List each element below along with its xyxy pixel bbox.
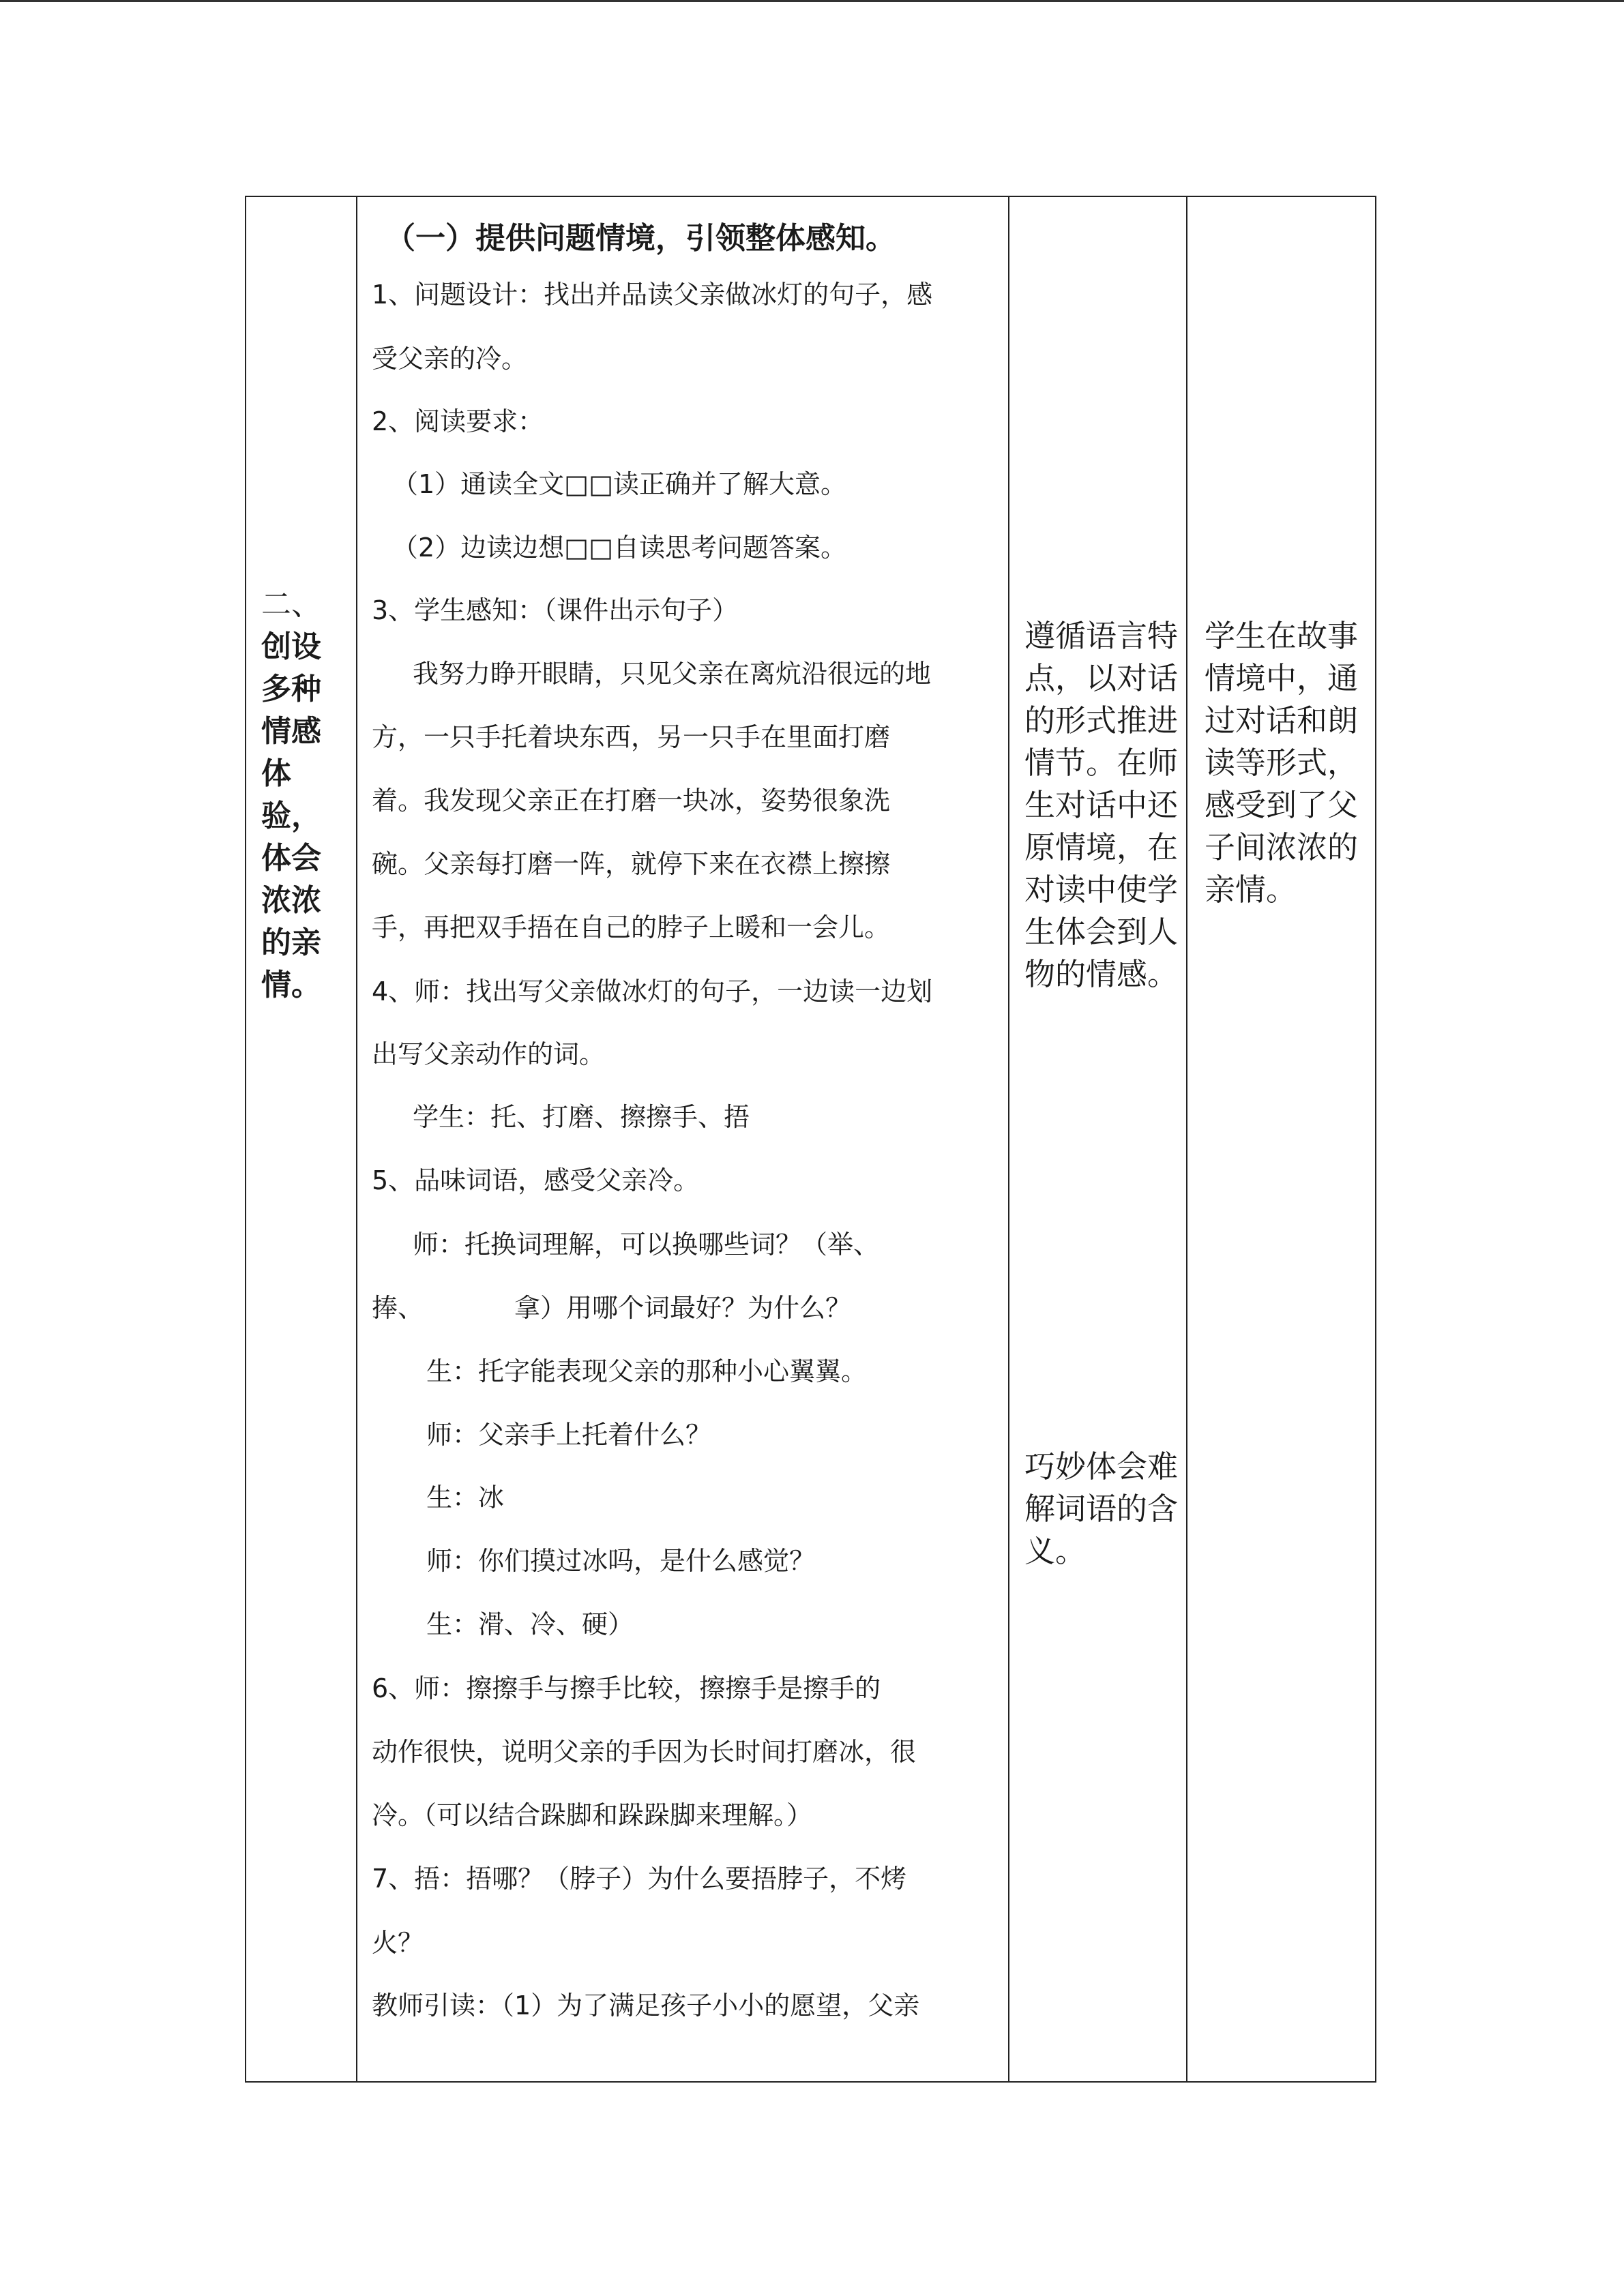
content-line: 学生：托、打磨、擦擦手、捂 (413, 1102, 750, 1132)
section-title: 创设多种情感体验，体会浓浓的亲情。 (261, 629, 321, 1002)
content-line: （1）通读全文□□读正确并了解大意。 (392, 469, 846, 499)
design-intent-note-2: 巧妙体会难解词语的含义。 (1024, 1448, 1179, 1569)
content-line: 着。我发现父亲正在打磨一块冰，姿势很象洗 (372, 786, 891, 816)
content-line: 师：你们摸过冰吗，是什么感觉？ (426, 1546, 816, 1576)
content-line: 5、品味词语，感受父亲冷。 (372, 1165, 700, 1195)
content-line: 方，一只手托着块东西，另一只手在里面打磨 (372, 722, 891, 752)
content-line: 生：托字能表现父亲的那种小心翼翼。 (426, 1356, 868, 1386)
content-line: 生：冰 (426, 1482, 505, 1512)
section-number: 二、 (261, 587, 321, 622)
content-line: （2）边读边想□□自读思考问题答案。 (392, 533, 846, 563)
content-line: 手，再把双手捂在自己的脖子上暖和一会儿。 (372, 912, 891, 942)
content-line: 碗。父亲每打磨一阵，就停下来在衣襟上擦擦 (372, 849, 891, 879)
content-line: 动作很快，说明父亲的手因为长时间打磨冰，很 (372, 1737, 917, 1767)
page-top-border (0, 0, 1624, 2)
content-heading: （一）提供问题情境，引领整体感知。 (385, 221, 896, 256)
content-line: 4、师：找出写父亲做冰灯的句子，一边读一边划 (372, 976, 933, 1007)
content-line: 6、师：擦擦手与擦手比较，擦擦手是擦手的 (372, 1673, 881, 1703)
design-intent-note-1: 遵循语言特点，以对话的形式推进情节。在师生对话中还原情境，在对读中使学生体会到人物的情感。 (1024, 618, 1179, 992)
column-divider-2 (1008, 197, 1009, 2081)
content-line: 冷。（可以结合跺脚和跺跺脚来理解。） (372, 1800, 813, 1830)
content-line: 生：滑、冷、硬） (426, 1609, 634, 1639)
column-divider-1 (356, 197, 357, 2081)
content-line: 火？ (372, 1928, 424, 1958)
content-line: 捧、 拿）用哪个词最好？为什么？ (372, 1293, 852, 1323)
lesson-plan-table (245, 196, 1376, 2083)
content-line: 2、阅读要求： (372, 406, 544, 436)
content-line: 1、问题设计：找出并品读父亲做冰灯的句子，感 (372, 280, 933, 310)
content-line: 出写父亲动作的词。 (372, 1039, 606, 1069)
evaluation-note: 学生在故事情境中，通过对话和朗读等形式，感受到了父子间浓浓的亲情。 (1205, 618, 1359, 908)
content-line: 7、捂：捂哪？（脖子）为什么要捂脖子，不烤 (372, 1864, 907, 1894)
content-line: 师：托换词理解，可以换哪些词？（举、 (413, 1229, 880, 1259)
content-line: 我努力睁开眼睛，只见父亲在离炕沿很远的地 (413, 659, 932, 689)
content-line: 受父亲的冷。 (372, 344, 528, 374)
content-line: 3、学生感知：（课件出示句子） (372, 595, 739, 625)
content-line: 师：父亲手上托着什么？ (426, 1420, 712, 1450)
column-divider-3 (1186, 197, 1187, 2081)
section-heading-cell (261, 584, 343, 1007)
content-line: 教师引读：（1）为了满足孩子小小的愿望，父亲 (372, 1991, 920, 2021)
